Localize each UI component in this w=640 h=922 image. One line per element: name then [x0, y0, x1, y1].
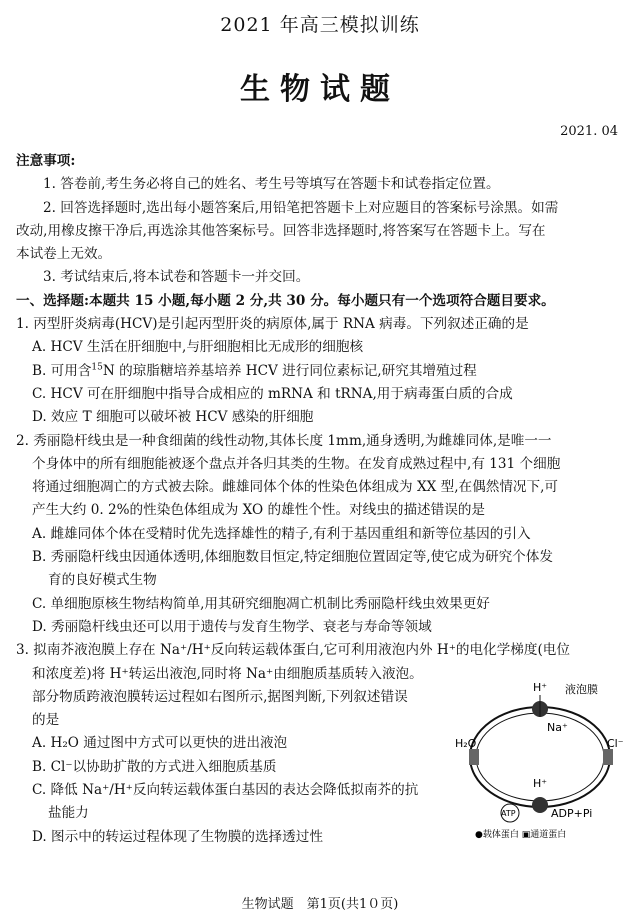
q1-b-sup: 15 [91, 362, 103, 373]
notice-item-1: 1. 答卷前,考生务必将自己的姓名、考生号等填写在答题卡和试卷指定位置。 [43, 176, 500, 193]
na-label: Na⁺ [547, 721, 568, 734]
notice-item-2-cont: 改动,用橡皮擦干净后,再选涂其他答案标号。回答非选择题时,将答案写在答题卡上。写在 [16, 222, 546, 239]
proton-pump-icon [532, 797, 548, 813]
q2-option-b-cont: 育的良好模式生物 [48, 572, 157, 589]
q3-stem-4: 的是 [32, 712, 60, 729]
exam-name: 2021 年高三模拟训练 [220, 14, 420, 36]
q2-stem-4: 产生大约 0. 2%的性染色体组成为 XO 的雄性个性。对线虫的描述错误的是 [32, 502, 486, 519]
q2-option-b: B. 秀丽隐杆线虫因通体透明,体细胞数目恒定,特定细胞位置固定等,使它成为研究个体发 [32, 549, 553, 566]
q3-option-b: B. Cl⁻以协助扩散的方式进入细胞质基质 [32, 758, 277, 775]
vacuole-membrane [470, 707, 610, 807]
q2-option-a: A. 雌雄同体个体在受精时优先选择雄性的精子,有利于基因重组和新等位基因的引入 [32, 525, 531, 542]
q1-b-pre: B. 可用含 [32, 362, 92, 379]
q3-option-c-cont: 盐能力 [48, 805, 89, 822]
q1-option-d: D. 效应 T 细胞可以破坏被 HCV 感染的肝细胞 [32, 409, 314, 426]
q1-option-c: C. HCV 可在肝细胞中指导合成相应的 mRNA 和 tRNA,用于病毒蛋白质的合成 [32, 385, 513, 402]
q3-option-a: A. H₂O 通过图中方式可以更快的进出液泡 [32, 735, 288, 752]
notice-item-2: 2. 回答选择题时,选出每小题答案后,用铅笔把答题卡上对应题目的答案标号涂黑。如需 [43, 199, 559, 216]
q3-option-c: C. 降低 Na⁺/H⁺反向转运载体蛋白基因的表达会降低拟南芥的抗 [32, 782, 419, 799]
q1-stem: 1. 丙型肝炎病毒(HCV)是引起丙型肝炎的病原体,属于 RNA 病毒。下列叙述正确的是 [16, 316, 529, 333]
hplus-label-bottom: H⁺ [533, 777, 548, 790]
section-heading: 一、选择题:本题共 15 小题,每小题 2 分,共 30 分。每小题只有一个选项符合题目要求。 [16, 292, 555, 309]
atp-label: ATP [501, 809, 516, 818]
notice-item-2-end: 本试卷上无效。 [16, 246, 112, 263]
adp-label: ADP+Pi [551, 807, 593, 820]
notice-title: 注意事项: [16, 153, 76, 169]
h-label-top: H⁺ [533, 681, 548, 694]
q3-stem-1: 3. 拟南芥液泡膜上存在 Na⁺/H⁺反向转运载体蛋白,它可利用液泡内外 H⁺的电化学梯度(电位 [16, 642, 570, 659]
q1-option-b [16, 360, 626, 383]
subject-title: 生物试题 [240, 72, 400, 107]
q3-stem-2: 和浓度差)将 H⁺转运出液泡,同时将 Na⁺由细胞质基质转入液泡。 [32, 665, 423, 682]
q1-b-post: N 的琼脂糖培养基培养 HCV 进行同位素标记,研究其增殖过程 [102, 362, 477, 379]
q1-option-a: A. HCV 生活在肝细胞中,与肝细胞相比无成形的细胞核 [32, 339, 364, 356]
q2-stem-2: 个身体中的所有细胞能被逐个盘点并各归其类的生物。在发育成熟过程中,有 131 个细胞 [32, 455, 561, 472]
q2-option-c: C. 单细胞原核生物结构简单,用其研究细胞凋亡机制比秀丽隐杆线虫效果更好 [32, 595, 490, 612]
q2-stem-3: 将通过细胞凋亡的方式被去除。雌雄同体个体的性染色体组成为 XX 型,在偶然情况下,可 [32, 479, 559, 496]
h2o-label: H₂O [455, 737, 477, 750]
q2-option-d: D. 秀丽隐杆线虫还可以用于遗传与发育生物学、衰老与寿命等领域 [32, 618, 432, 635]
chloride-channel-icon [603, 749, 613, 765]
notice-item-3: 3. 考试结束后,将本试卷和答题卡一并交回。 [43, 269, 310, 286]
q3-stem-3: 部分物质跨液泡膜转运过程如右图所示,据图判断,下列叙述错误 [32, 688, 408, 705]
q3-option-d: D. 图示中的转运过程体现了生物膜的选择透过性 [32, 828, 323, 845]
vacuole-transport-diagram [455, 677, 630, 842]
diagram-legend: ●载体蛋白 ▣通道蛋白 [475, 830, 567, 840]
q2-stem-1: 2. 秀丽隐杆线虫是一种食细菌的线性动物,其体长度 1mm,通身透明,为雌雄同体,是唯一一 [16, 432, 552, 449]
vacuole-label: 液泡膜 [565, 683, 598, 696]
page-footer: 生物试题 第1页(共1０页) [241, 897, 399, 912]
exam-date: 2021. 04 [560, 124, 618, 139]
cl-label: Cl⁻ [607, 737, 624, 750]
water-channel-icon [469, 749, 479, 765]
